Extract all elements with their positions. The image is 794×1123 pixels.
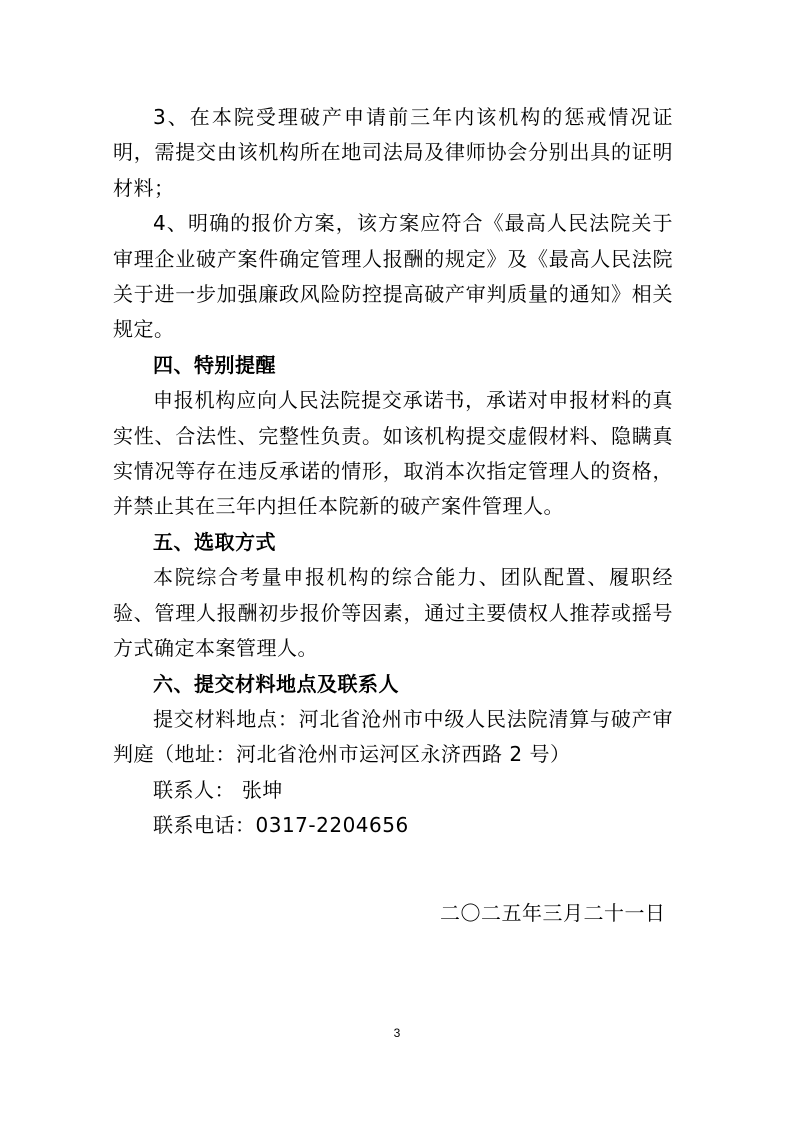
item-3-paragraph: 3、在本院受理破产申请前三年内该机构的惩戒情况证明，需提交由该机构所在地司法局及律师协会分别出具的证明材料； bbox=[113, 105, 673, 200]
special-reminder-paragraph: 申报机构应向人民法院提交承诺书，承诺对申报材料的真实性、合法性、完整性负责。如该机构提交虚假材料、隐瞒真实情况等存在违反承诺的情形，取消本次指定管理人的资格，并禁止其在三年内担任本院新的破产案件管理人。 bbox=[113, 388, 673, 519]
contact-person-line: 联系人： 张坤 bbox=[153, 777, 283, 802]
section-heading-special-reminder: 四、特别提醒 bbox=[153, 352, 276, 377]
document-body bbox=[113, 100, 673, 844]
submission-location-paragraph: 提交材料地点：河北省沧州市中级人民法院清算与破产审判庭（地址：河北省沧州市运河区永济西路 2 号） bbox=[113, 706, 673, 767]
document-date: 二〇二五年三月二十一日 bbox=[440, 901, 666, 925]
page-number: 3 bbox=[393, 1026, 401, 1040]
section-heading-selection-method: 五、选取方式 bbox=[153, 529, 276, 554]
item-4-paragraph: 4、明确的报价方案，该方案应符合《最高人民法院关于审理企业破产案件确定管理人报酬的规定》及《最高人民法院关于进一步加强廉政风险防控提高破产审判质量的通知》相关规定。 bbox=[113, 211, 673, 342]
selection-method-paragraph: 本院综合考量申报机构的综合能力、团队配置、履职经验、管理人报酬初步报价等因素，通过主要债权人推荐或摇号方式确定本案管理人。 bbox=[113, 565, 673, 661]
contact-phone-line: 联系电话：0317-2204656 bbox=[153, 813, 409, 838]
section-heading-submission-contact: 六、提交材料地点及联系人 bbox=[153, 671, 399, 696]
